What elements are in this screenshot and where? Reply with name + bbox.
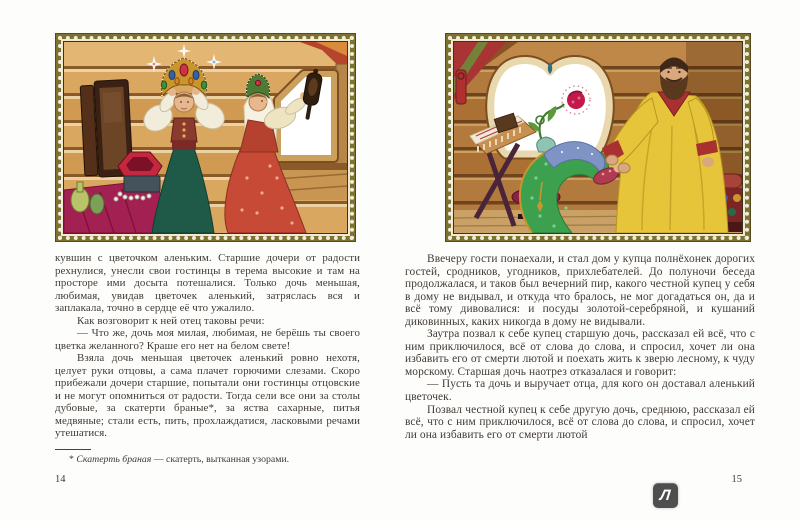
footnote bbox=[55, 449, 360, 466]
illustration-left-canvas bbox=[64, 42, 347, 233]
footnote-definition: — скатерть, вытканная узорами. bbox=[153, 454, 290, 465]
paragraph: — Пусть та дочь и выручает отца, для кого он доставал аленький цветочек. bbox=[405, 378, 755, 404]
footnote-term: Скатерть браная bbox=[76, 454, 152, 465]
footnote-marker: * bbox=[69, 454, 74, 465]
illustration-right-merchant bbox=[454, 42, 742, 233]
paragraph: — Что же, дочь моя милая, любимая, не берёшь ты своего цветка желанного? Краше его нет на белом свете! bbox=[55, 327, 360, 352]
illustration-right-frame bbox=[445, 33, 751, 242]
paragraph: Позвал честной купец к себе другую дочь, среднюю, рассказал ей всё, что с ним приключилося, всё от слова до слова, и спросил, хочет ли она избавить его от смерти лютой bbox=[405, 403, 755, 441]
page-number-right: 15 bbox=[731, 474, 742, 485]
paragraph: Как возговорит к ней отец таковы речи: bbox=[77, 314, 265, 327]
page-right-text bbox=[405, 253, 755, 441]
page-number-left: 14 bbox=[55, 474, 66, 485]
paragraph: Заутра позвал к себе купец старшую дочь, рассказал ей всё, что с ним приключилося, всё от слова до слова, и спросил, хочет ли она избавить его от смерти лютой и поехать жить к зверю лесному, к чуду морскому. Старшая дочь наотрез отказалася и говорит: bbox=[405, 328, 755, 378]
footnote-rule bbox=[55, 449, 91, 450]
illustration-left-sisters bbox=[64, 42, 347, 233]
paragraph: Взяла дочь меньшая цветочек аленький ровно нехотя, целует руки отцовы, а сама плачет горючими слезами. Скоро прибежали дочери старшие, попытали они гостинцы отцовские и не могут опомниться от радости. Тогда сели все они за столы дубовые, за скатерти браные*, за яства сахарные, питья медвяные; стали есть, пить, прохлаждатися, ласковыми речами утешатися. bbox=[55, 352, 360, 439]
illustration-right-canvas bbox=[454, 42, 742, 233]
footnote-text bbox=[55, 454, 360, 466]
illustration-left-frame bbox=[55, 33, 356, 242]
labirint-watermark-icon bbox=[653, 483, 678, 508]
page-left-text bbox=[55, 252, 360, 440]
labirint-letter: Л bbox=[659, 487, 672, 504]
paragraph: кувшин с цветочком аленьким. Старшие дочери от радости рехнулися, унесли свои гостинцы в терема высокие и там на просторе ими досыта потешалися. Только дочь меньшая, любимая, увидав цветочек аленький, затряслась вся и заплакала, точно в сердце её что ужалило. bbox=[55, 252, 360, 314]
paragraph: Ввечеру гости понаехали, и стал дом у купца полнёхонек дорогих гостей, сродников, угодников, прихлебателей. До полуночи беседа продолжалася, и таков был вечерний пир, какого честной купец у себя в дому не видывал, и откуда что бралось, не мог догадаться он, да и всё тому дивовалися: и посуды золотой-серебряной, и кушаний диковинных, каких никогда в дому не видывали. bbox=[405, 253, 755, 328]
